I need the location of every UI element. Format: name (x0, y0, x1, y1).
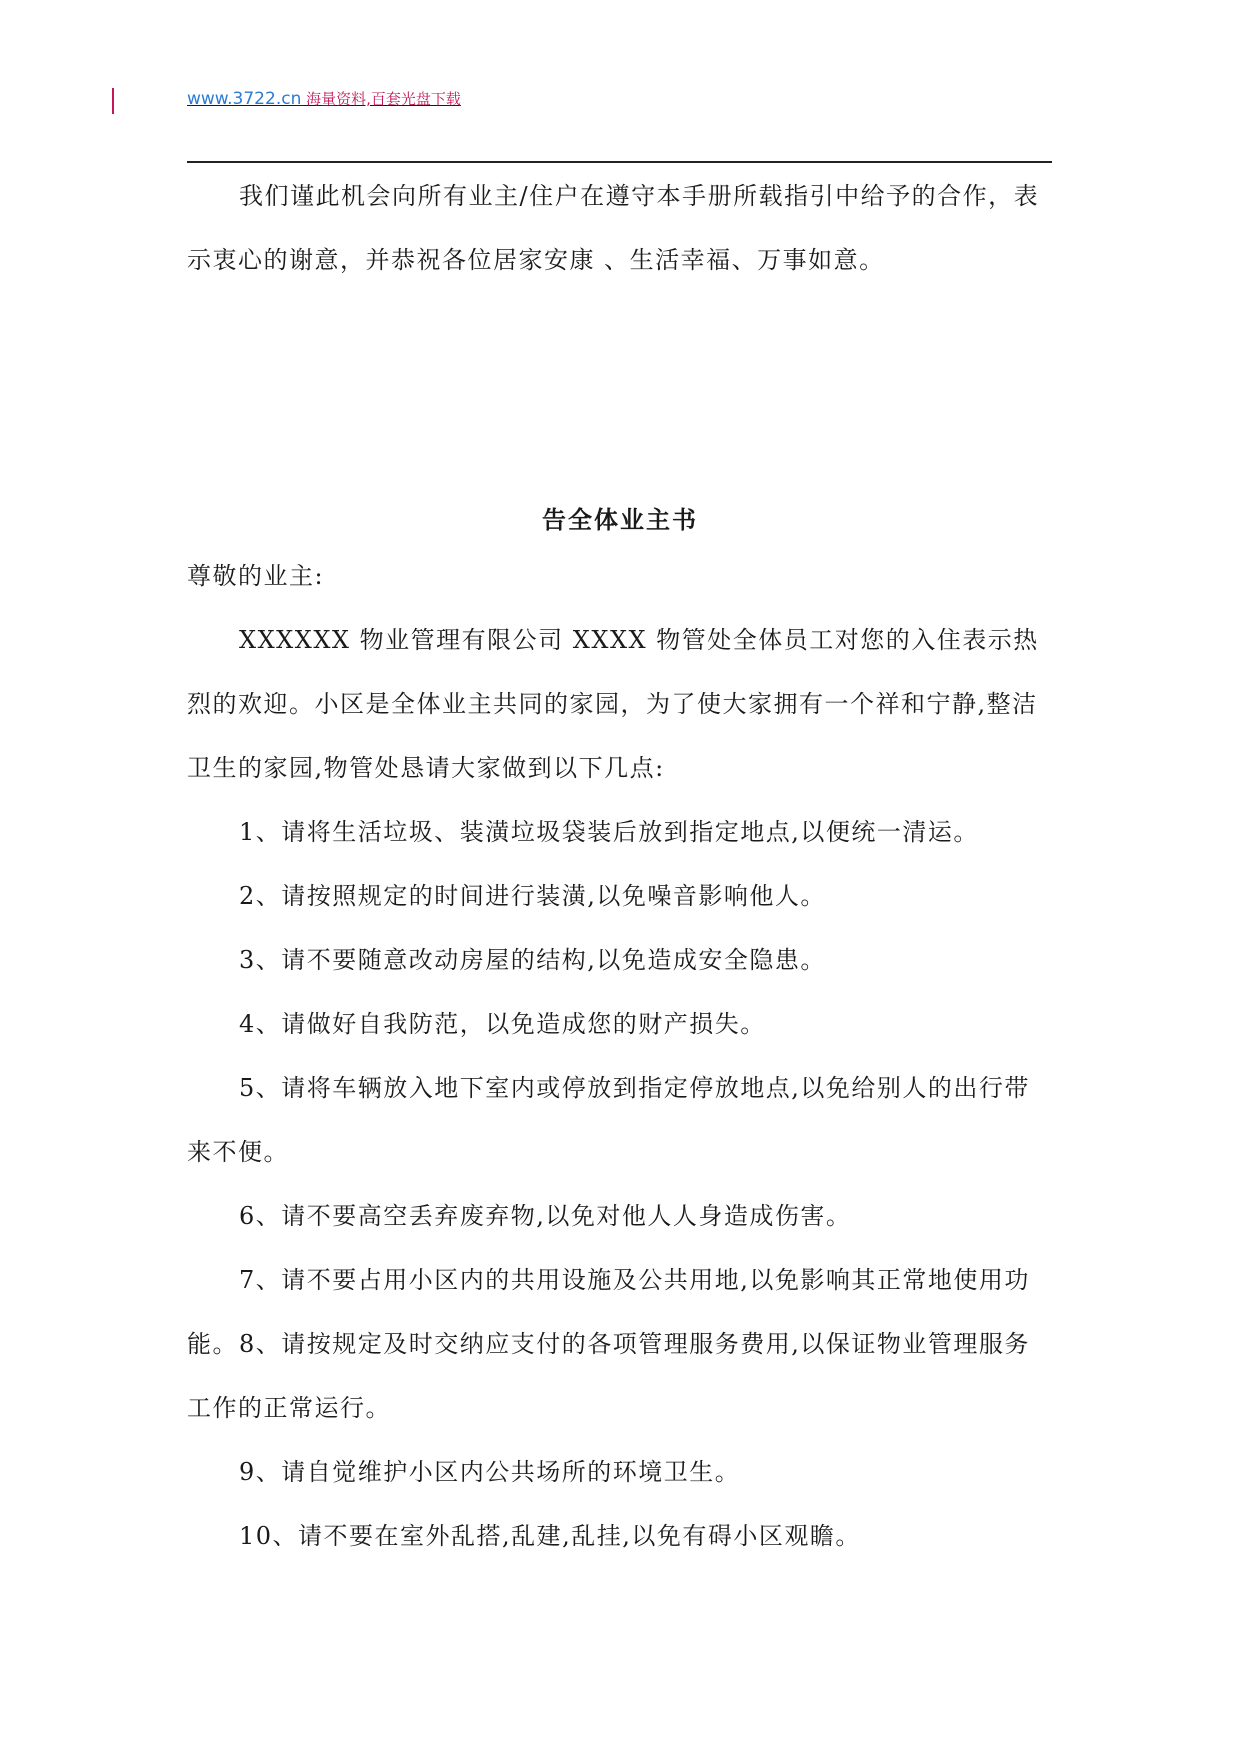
notice-title: 告全体业主书 (542, 506, 698, 534)
margin-change-bar (112, 88, 114, 114)
notice-item-9: 9、请自觉维护小区内公共场所的环境卫生。 (239, 1458, 741, 1486)
notice-item-2: 2、请按照规定的时间进行装潢,以免噪音影响他人。 (239, 882, 826, 910)
intro-paragraph: 我们谨此机会向所有业主/住户在遵守本手册所载指引中给予的合作，表示衷心的谢意，并恭祝各位居家安康 、生活幸福、万事如意。 (187, 182, 1040, 274)
notice-item-10: 10、请不要在室外乱搭,乱建,乱挂,以免有碍小区观瞻。 (239, 1522, 861, 1550)
notice-item-6: 6、请不要高空丢弃废弃物,以免对他人人身造成伤害。 (239, 1202, 852, 1230)
notice-item-7: 7、请不要占用小区内的共用设施及公共用地,以免影响其正常地使用功能。 (187, 1266, 1030, 1358)
header-tagline: 海量资料,百套光盘下载 (301, 90, 461, 108)
notice-item-5: 5、请将车辆放入地下室内或停放到指定停放地点,以免给别人的出行带来不便。 (187, 1074, 1030, 1166)
opening-paragraph: XXXXXX 物业管理有限公司 XXXX 物管处全体员工对您的入住表示热烈的欢迎。小区是全体业主共同的家园，为了使大家拥有一个祥和宁静,整洁卫生的家园,物管处恳请大家做到以下几点: (187, 626, 1039, 782)
header-link[interactable] (187, 88, 461, 109)
header-divider (187, 161, 1052, 163)
notice-item-8: 8、请按规定及时交纳应支付的各项管理服务费用,以保证物业管理服务工作的正常运行。 (187, 1330, 1030, 1422)
notice-item-3: 3、请不要随意改动房屋的结构,以免造成安全隐患。 (239, 946, 826, 974)
notice-item-1: 1、请将生活垃圾、装潢垃圾袋装后放到指定地点,以便统一清运。 (239, 818, 979, 846)
salutation: 尊敬的业主: (187, 562, 325, 590)
notice-item-4: 4、请做好自我防范，以免造成您的财产损失。 (239, 1010, 766, 1038)
header-url: www.3722.cn (187, 89, 302, 109)
